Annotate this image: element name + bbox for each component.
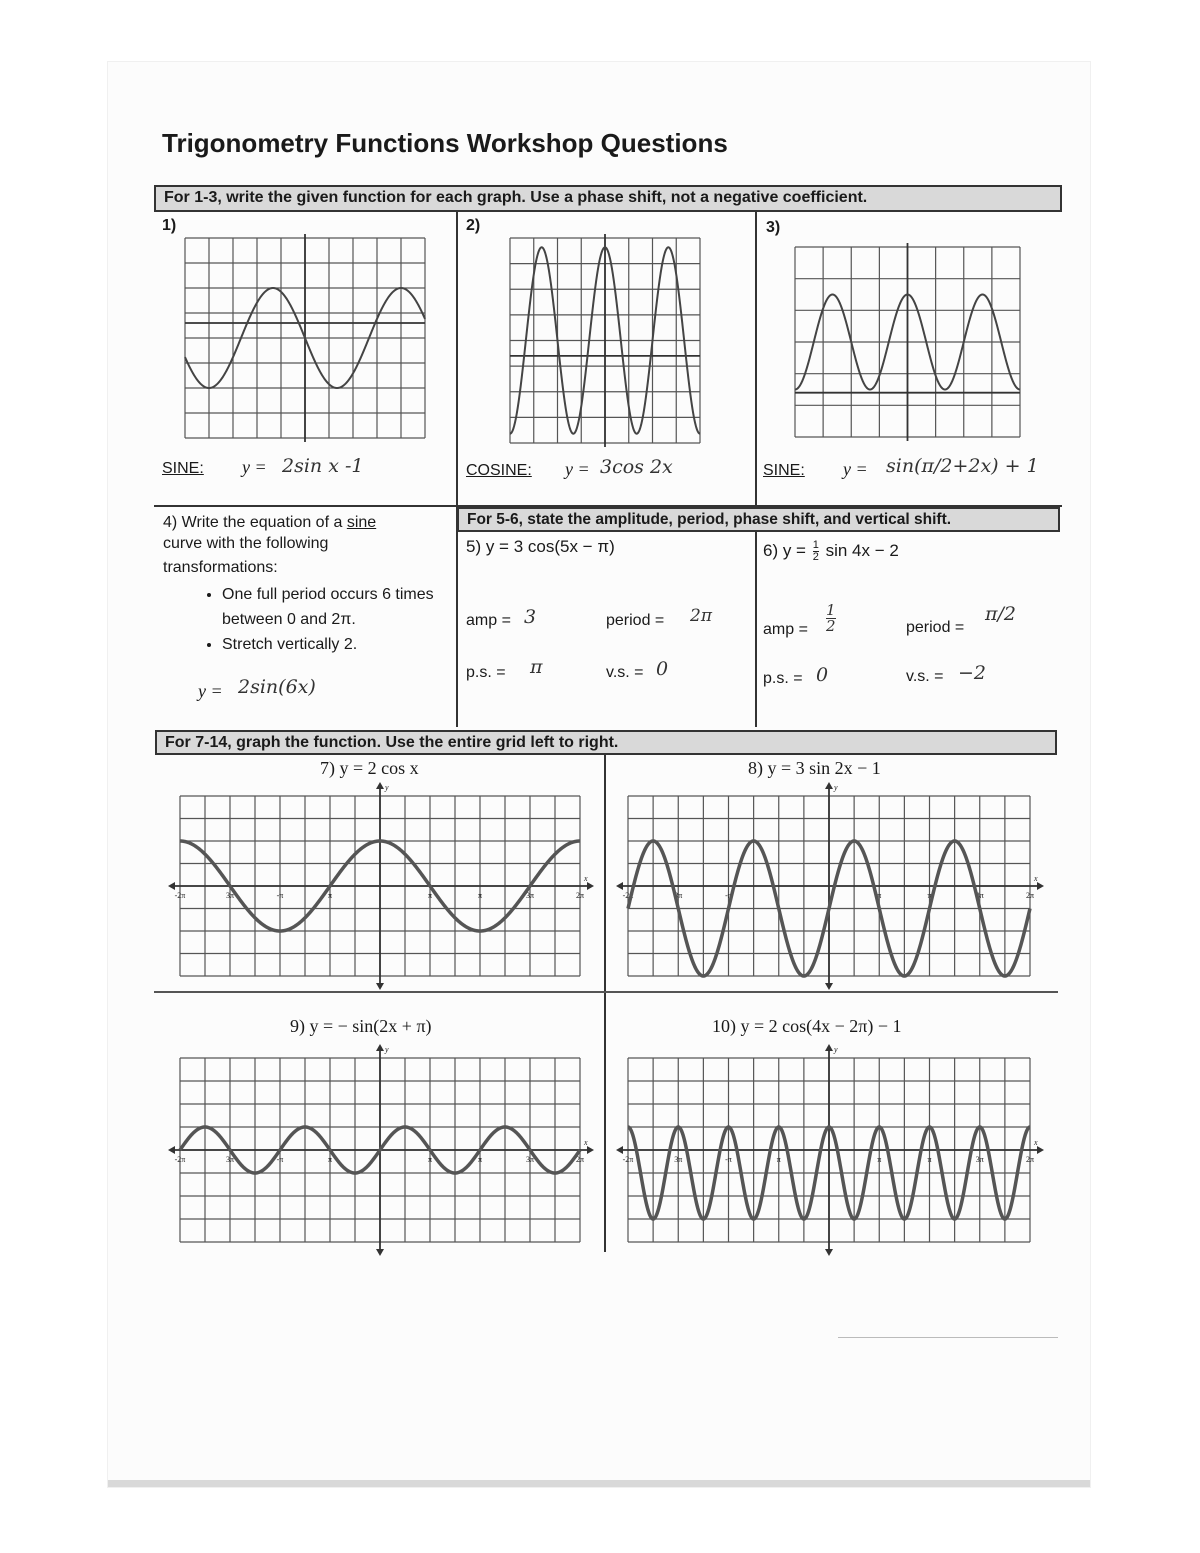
tick-label: -2π [622, 1155, 634, 1164]
x-axis-arrow [587, 882, 594, 890]
divider [456, 507, 458, 727]
x-axis-label: x [584, 1138, 588, 1147]
x-axis-label: x [1034, 874, 1038, 883]
q1-graph [180, 238, 430, 448]
q8-graph [616, 780, 1051, 990]
q7-label: 7) y = 2 cos x [320, 758, 419, 778]
x-axis-arrow [1037, 1146, 1044, 1154]
tick-label: 3π [975, 891, 984, 900]
q6-fraction-num: 1 [812, 539, 819, 551]
tick-label: π [477, 1155, 483, 1164]
q9-graph [170, 1040, 600, 1252]
q4-prompt-line3: transformations: [163, 559, 278, 576]
q4-prompt-prefix: 4) Write the equation of a [163, 514, 343, 531]
q6-amp-label: amp = [763, 621, 808, 638]
worksheet-title: Trigonometry Functions Workshop Questions [162, 128, 728, 158]
divider [755, 530, 757, 727]
q1-answer-prefix: y = [242, 457, 267, 477]
q5-vs[interactable]: 0 [656, 658, 669, 680]
q5-amp-label: amp = [466, 612, 511, 629]
q9-label: 9) y = − sin(2x + π) [290, 1016, 432, 1036]
tick-label: π [877, 891, 882, 900]
q5-label: 5) y = 3 cos(5x − π) [466, 537, 615, 556]
q4-prompt-line2: curve with the following [163, 535, 329, 552]
tick-label: π [877, 1155, 882, 1164]
q4-bullet-list [190, 582, 462, 657]
y-axis-label: y [834, 1045, 838, 1054]
q2-answer[interactable]: 3cos 2x [600, 456, 673, 478]
section1-instruction-bar [154, 185, 1062, 212]
tick-label: π [477, 891, 483, 900]
y-axis-label: y [834, 783, 838, 792]
tick-label: -2π [174, 1155, 186, 1164]
q6-vs[interactable]: −2 [958, 662, 987, 684]
tick-label: 3π [975, 1155, 984, 1164]
tick-label: -π [276, 891, 284, 900]
y-axis-arrow [376, 983, 384, 990]
q6-ps[interactable]: 0 [816, 664, 829, 686]
section2-instruction: For 5-6, state the amplitude, period, phase shift, and vertical shift. [467, 511, 952, 528]
x-axis-arrow [616, 882, 623, 890]
section3-instruction-bar [155, 730, 1057, 755]
q3-answer[interactable]: sin(π/2+2x) + 1 [886, 455, 1039, 477]
tick-label: 2π [575, 1155, 585, 1164]
section2-instruction-bar [457, 507, 1060, 532]
tick-label: 2π [1025, 891, 1035, 900]
tick-label: π [427, 891, 433, 900]
q3-type-label: SINE: [763, 462, 805, 479]
tick-label: -π [725, 891, 732, 900]
x-axis-label: x [584, 874, 588, 883]
x-axis-arrow [1037, 882, 1044, 890]
tick-label: -2π [622, 891, 634, 900]
tick-label: π [927, 1155, 932, 1164]
q2-type-label: COSINE: [466, 462, 532, 479]
tick-label: -2π [174, 891, 186, 900]
tick-label: -π [725, 1155, 732, 1164]
q6-amp-num: 1 [826, 601, 836, 619]
section3-instruction: For 7-14, graph the function. Use the entire grid left to right. [165, 734, 619, 751]
q10-label: 10) y = 2 cos(4x − 2π) − 1 [712, 1016, 902, 1036]
q6-amp[interactable] [826, 603, 836, 634]
q4-answer[interactable]: 2sin(6x) [238, 676, 316, 698]
q6-amp-den: 2 [826, 617, 836, 635]
q5-ps[interactable]: π [530, 656, 543, 678]
q8-label: 8) y = 3 sin 2x − 1 [748, 758, 881, 778]
q2-number: 2) [466, 217, 481, 234]
tick-label: π [427, 1155, 433, 1164]
y-axis-label: y [385, 1045, 389, 1054]
q6-fraction [813, 540, 819, 563]
tick-label: 3π [525, 1155, 535, 1164]
q6-vs-label: v.s. = [906, 668, 944, 685]
q5-period[interactable]: 2π [690, 606, 712, 626]
q6-label-suffix: sin 4x − 2 [825, 540, 899, 560]
tick-label: 3π [225, 1155, 235, 1164]
tick-label: 3π [674, 891, 683, 900]
divider [838, 1337, 1058, 1338]
x-axis-arrow [587, 1146, 594, 1154]
tick-label: π [327, 891, 333, 900]
q6-ps-label: p.s. = [763, 670, 803, 687]
q4-keyword: sine [346, 514, 377, 531]
q6-period[interactable]: π/2 [985, 603, 1016, 625]
y-axis-arrow [376, 1044, 384, 1051]
q7-graph [170, 780, 600, 990]
x-axis-arrow [616, 1146, 623, 1154]
q5-period-label: period = [606, 612, 665, 629]
divider [154, 991, 1058, 993]
q1-answer[interactable]: 2sin x -1 [282, 455, 364, 477]
tick-label: 3π [525, 891, 535, 900]
tick-label: 3π [225, 891, 235, 900]
tick-label: π [927, 891, 932, 900]
q6-fraction-den: 2 [812, 551, 819, 563]
y-axis-arrow [376, 782, 384, 789]
section1-instruction: For 1-3, write the given function for each graph. Use a phase shift, not a negative coefficient. [164, 189, 868, 206]
q4-bullet: • Stretch vertically 2. [222, 632, 462, 657]
q2-graph [505, 238, 705, 448]
y-axis-arrow [825, 782, 833, 789]
q6-period-label: period = [906, 619, 965, 636]
q3-number: 3) [766, 219, 781, 236]
tick-label: -π [276, 1155, 284, 1164]
q3-answer-prefix: y = [843, 459, 868, 479]
q2-answer-prefix: y = [565, 459, 590, 479]
q4-prompt [163, 511, 376, 535]
x-axis-arrow [168, 1146, 175, 1154]
divider [456, 212, 458, 506]
tick-label: π [776, 1155, 781, 1164]
q5-amp[interactable]: 3 [524, 606, 537, 628]
divider [755, 212, 757, 506]
q5-ps-label: p.s. = [466, 664, 506, 681]
q4-answer-prefix: y = [198, 681, 223, 701]
divider [604, 755, 606, 1252]
q6-label [763, 540, 899, 563]
q3-graph [790, 242, 1025, 447]
q5-vs-label: v.s. = [606, 664, 644, 681]
x-axis-arrow [168, 882, 175, 890]
tick-label: 3π [674, 1155, 683, 1164]
tick-label: 2π [575, 891, 585, 900]
paper-bottom-edge [108, 1480, 1090, 1487]
q1-type-label: SINE: [162, 460, 204, 477]
tick-label: π [327, 1155, 333, 1164]
q10-graph [616, 1040, 1051, 1252]
y-axis-arrow [825, 983, 833, 990]
x-axis-label: x [1034, 1138, 1038, 1147]
y-axis-arrow [825, 1044, 833, 1051]
q6-label-prefix: 6) y = [763, 540, 806, 560]
q4-bullet: • One full period occurs 6 times between 0 and 2π. [222, 582, 462, 632]
tick-label: 2π [1025, 1155, 1035, 1164]
y-axis-label: y [385, 783, 389, 792]
q1-number: 1) [162, 217, 177, 234]
